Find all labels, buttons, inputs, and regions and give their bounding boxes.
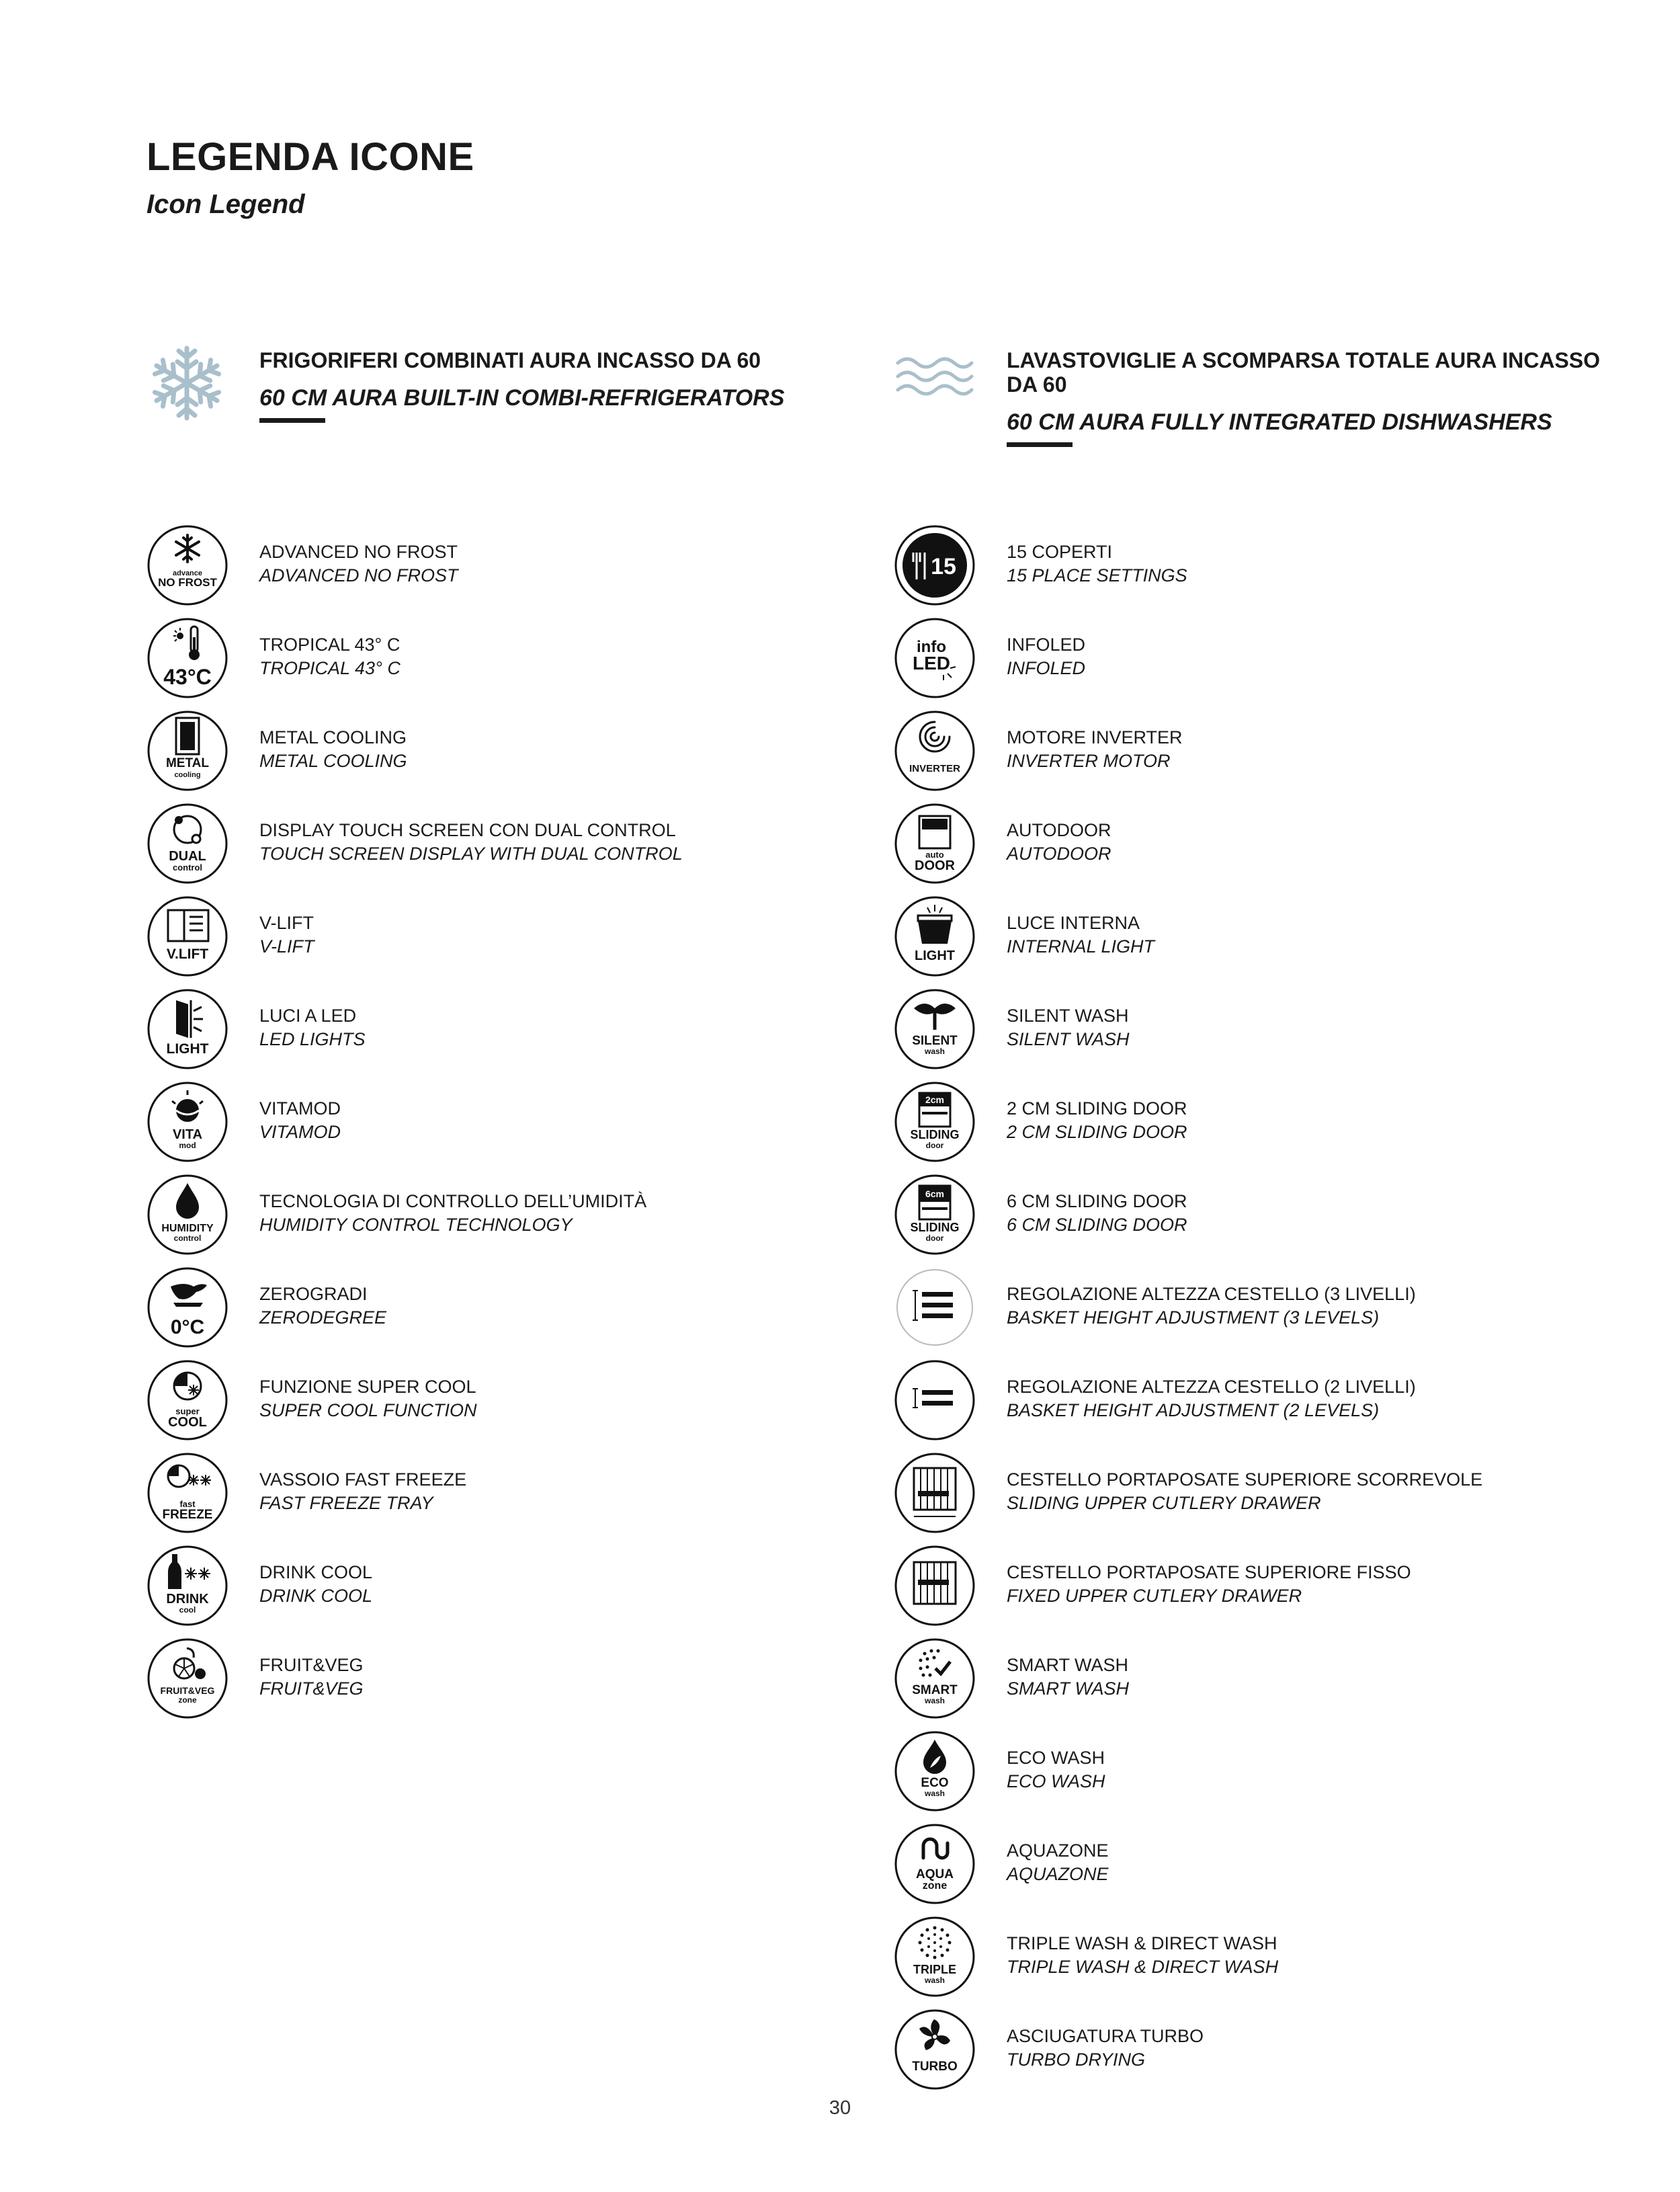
- item-label-en: AQUAZONE: [1007, 1864, 1109, 1884]
- svg-text:ECO: ECO: [921, 1776, 949, 1790]
- autodoor-icon: [894, 803, 976, 885]
- item-label-en: HUMIDITY CONTROL TECHNOLOGY: [259, 1215, 573, 1235]
- svg-text:LIGHT: LIGHT: [166, 1041, 209, 1057]
- waves-icon: [894, 343, 974, 423]
- svg-text:SILENT: SILENT: [912, 1034, 958, 1048]
- item-label-en: TROPICAL 43° C: [259, 658, 401, 678]
- svg-text:DUAL: DUAL: [169, 849, 206, 864]
- sliding-cutlery-drawer-icon: [894, 1452, 976, 1534]
- drink-bottle-icon: [146, 1545, 228, 1627]
- item-label-en: SILENT WASH: [1007, 1029, 1130, 1049]
- item-label-it: MOTORE INVERTER: [1007, 727, 1183, 747]
- section-title-en: 60 CM AURA BUILT-IN COMBI-REFRIGERATORS: [259, 385, 785, 411]
- snowflake-icon: [146, 343, 227, 423]
- item-label-it: FUNZIONE SUPER COOL: [259, 1377, 476, 1397]
- item-label-it: AQUAZONE: [1007, 1840, 1109, 1861]
- list-item: [146, 1359, 818, 1452]
- item-label-it: V-LIFT: [259, 913, 314, 933]
- item-label-en: ECO WASH: [1007, 1771, 1105, 1791]
- list-item: [894, 617, 1633, 710]
- water-drop-icon: [146, 1174, 228, 1256]
- section-header: [894, 343, 1633, 524]
- svg-text:info: info: [917, 638, 946, 656]
- item-label-it: REGOLAZIONE ALTEZZA CESTELLO (3 LIVELLI): [1007, 1284, 1416, 1304]
- item-label-en: ZERODEGREE: [259, 1307, 387, 1328]
- svg-text:control: control: [173, 1233, 202, 1243]
- eco-leaf-drop-icon: [894, 1730, 976, 1812]
- page-subtitle: Icon Legend: [146, 190, 305, 219]
- list-item: [146, 1452, 818, 1545]
- list-item: [146, 1174, 818, 1266]
- turbo-fan-icon: [894, 2008, 976, 2090]
- item-label-it: ADVANCED NO FROST: [259, 542, 458, 562]
- svg-text:cooling: cooling: [174, 771, 201, 779]
- list-item: [146, 1081, 818, 1174]
- svg-text:SLIDING: SLIDING: [910, 1128, 960, 1141]
- list-item: [894, 1916, 1633, 2008]
- svg-text:SMART: SMART: [912, 1683, 958, 1697]
- svg-text:DOOR: DOOR: [915, 858, 955, 873]
- section-title-en: 60 CM AURA FULLY INTEGRATED DISHWASHERS: [1007, 409, 1552, 435]
- advanced-no-frost-icon: [146, 524, 228, 606]
- item-label-en: V-LIFT: [259, 936, 314, 957]
- svg-text:TRIPLE: TRIPLE: [913, 1963, 957, 1976]
- basket-height-3-levels-icon: [894, 1266, 976, 1348]
- vitamod-icon: [146, 1081, 228, 1163]
- item-label-it: SMART WASH: [1007, 1655, 1129, 1675]
- left-section: [146, 343, 818, 1730]
- aquazone-icon: [894, 1823, 976, 1905]
- item-label-it: DISPLAY TOUCH SCREEN CON DUAL CONTROL: [259, 820, 676, 840]
- svg-text:NO FROST: NO FROST: [158, 576, 217, 589]
- item-label-en: 2 CM SLIDING DOOR: [1007, 1122, 1187, 1142]
- svg-text:LIGHT: LIGHT: [915, 948, 955, 963]
- svg-text:AQUA: AQUA: [916, 1867, 954, 1881]
- section-divider: [259, 418, 325, 423]
- svg-text:zone: zone: [922, 1880, 948, 1892]
- list-item: [894, 1452, 1633, 1545]
- svg-text:advance: advance: [172, 569, 203, 577]
- item-label-en: TRIPLE WASH & DIRECT WASH: [1007, 1957, 1279, 1977]
- list-item: [146, 524, 818, 617]
- basket-height-2-levels-icon: [894, 1359, 976, 1441]
- item-label-en: 15 PLACE SETTINGS: [1007, 565, 1187, 585]
- list-item: [894, 803, 1633, 895]
- list-item: [894, 1730, 1633, 1823]
- fruit-veg-icon: [146, 1637, 228, 1719]
- item-label-en: INVERTER MOTOR: [1007, 751, 1171, 771]
- page-number: 30: [829, 2097, 851, 2119]
- list-item: [894, 1266, 1633, 1359]
- place-settings-icon: [894, 524, 976, 606]
- section-title-it: LAVASTOVIGLIE A SCOMPARSA TOTALE AURA INCASSO DA 60: [1007, 348, 1600, 397]
- item-label-en: SMART WASH: [1007, 1678, 1130, 1699]
- list-item: [146, 1266, 818, 1359]
- item-label-it: LUCI A LED: [259, 1006, 357, 1026]
- item-label-it: TECNOLOGIA DI CONTROLLO DELL’UMIDITÀ: [259, 1191, 647, 1211]
- item-label-en: BASKET HEIGHT ADJUSTMENT (3 LEVELS): [1007, 1307, 1380, 1328]
- list-item: [146, 803, 818, 895]
- svg-text:mod: mod: [179, 1141, 196, 1150]
- item-label-it: VITAMOD: [259, 1098, 341, 1119]
- item-label-en: FIXED UPPER CUTLERY DRAWER: [1007, 1586, 1302, 1606]
- svg-text:super: super: [175, 1406, 200, 1416]
- item-label-it: CESTELLO PORTAPOSATE SUPERIORE FISSO: [1007, 1562, 1411, 1582]
- item-label-it: INFOLED: [1007, 635, 1086, 655]
- list-item: [894, 1823, 1633, 1916]
- item-label-en: VITAMOD: [259, 1122, 341, 1142]
- item-label-en: TURBO DRYING: [1007, 2049, 1146, 2070]
- svg-text:VITA: VITA: [172, 1127, 203, 1142]
- item-label-en: BASKET HEIGHT ADJUSTMENT (2 LEVELS): [1007, 1400, 1380, 1420]
- svg-text:V.LIFT: V.LIFT: [166, 946, 209, 962]
- item-label-en: LED LIGHTS: [259, 1029, 366, 1049]
- fast-freeze-icon: [146, 1452, 228, 1534]
- list-item: [894, 710, 1633, 803]
- list-item: [894, 1545, 1633, 1637]
- list-item: [894, 1174, 1633, 1266]
- item-label-it: TRIPLE WASH & DIRECT WASH: [1007, 1933, 1277, 1953]
- fixed-cutlery-drawer-icon: [894, 1545, 976, 1627]
- list-item: [146, 1545, 818, 1637]
- inverter-motor-icon: [894, 710, 976, 792]
- svg-text:SLIDING: SLIDING: [910, 1221, 960, 1234]
- list-item: [146, 1637, 818, 1730]
- svg-text:2cm: 2cm: [925, 1094, 945, 1105]
- list-item: [146, 895, 818, 988]
- svg-text:43°C: 43°C: [163, 665, 212, 689]
- svg-text:TURBO: TURBO: [912, 2060, 958, 2074]
- item-label-it: CESTELLO PORTAPOSATE SUPERIORE SCORREVOLE: [1007, 1469, 1483, 1490]
- item-label-it: AUTODOOR: [1007, 820, 1111, 840]
- svg-text:door: door: [925, 1141, 944, 1150]
- item-label-it: LUCE INTERNA: [1007, 913, 1140, 933]
- item-label-it: DRINK COOL: [259, 1562, 373, 1582]
- svg-text:door: door: [925, 1233, 944, 1243]
- svg-text:FRUIT&VEG: FRUIT&VEG: [160, 1685, 215, 1696]
- item-label-it: ECO WASH: [1007, 1748, 1105, 1768]
- door-light-icon: [146, 988, 228, 1070]
- svg-text:15: 15: [931, 554, 956, 579]
- item-label-en: INTERNAL LIGHT: [1007, 936, 1155, 957]
- svg-text:COOL: COOL: [168, 1415, 207, 1430]
- svg-text:wash: wash: [924, 1976, 946, 1985]
- infoled-icon: [894, 617, 976, 699]
- item-label-en: INFOLED: [1007, 658, 1086, 678]
- list-item: [894, 2008, 1633, 2101]
- sliding-door-2cm-icon: [894, 1081, 976, 1163]
- item-label-en: SUPER COOL FUNCTION: [259, 1400, 477, 1420]
- section-title-it: FRIGORIFERI COMBINATI AURA INCASSO DA 60: [259, 348, 761, 372]
- svg-text:HUMIDITY: HUMIDITY: [161, 1223, 214, 1234]
- svg-text:6cm: 6cm: [925, 1188, 945, 1199]
- item-label-it: VASSOIO FAST FREEZE: [259, 1469, 467, 1490]
- item-label-it: TROPICAL 43° C: [259, 635, 401, 655]
- svg-text:wash: wash: [924, 1789, 946, 1798]
- triple-wash-icon: [894, 1916, 976, 1998]
- item-label-it: SILENT WASH: [1007, 1006, 1129, 1026]
- item-label-it: ASCIUGATURA TURBO: [1007, 2026, 1204, 2046]
- svg-text:DRINK: DRINK: [166, 1592, 209, 1607]
- svg-text:LED: LED: [913, 653, 950, 674]
- item-label-en: AUTODOOR: [1007, 844, 1111, 864]
- sliding-door-6cm-icon: [894, 1174, 976, 1256]
- thermometer-icon: [146, 617, 228, 699]
- list-item: [146, 617, 818, 710]
- list-item: [894, 988, 1633, 1081]
- svg-text:wash: wash: [924, 1696, 946, 1705]
- svg-text:FREEZE: FREEZE: [162, 1508, 213, 1522]
- list-item: [894, 1081, 1633, 1174]
- list-item: [146, 988, 818, 1081]
- feature-list: [894, 524, 1633, 2101]
- item-label-it: METAL COOLING: [259, 727, 407, 747]
- dual-control-icon: [146, 803, 228, 885]
- item-label-en: SLIDING UPPER CUTLERY DRAWER: [1007, 1493, 1321, 1513]
- feature-list: [146, 524, 818, 1730]
- item-label-en: METAL COOLING: [259, 751, 407, 771]
- list-item: [894, 1637, 1633, 1730]
- svg-text:zone: zone: [178, 1695, 197, 1705]
- svg-text:0°C: 0°C: [170, 1316, 205, 1338]
- super-cool-icon: [146, 1359, 228, 1441]
- item-label-it: FRUIT&VEG: [259, 1655, 364, 1675]
- item-label-en: ADVANCED NO FROST: [259, 565, 458, 585]
- item-label-it: 2 CM SLIDING DOOR: [1007, 1098, 1187, 1119]
- item-label-en: 6 CM SLIDING DOOR: [1007, 1215, 1187, 1235]
- item-label-en: FRUIT&VEG: [259, 1678, 364, 1699]
- item-label-en: TOUCH SCREEN DISPLAY WITH DUAL CONTROL: [259, 844, 683, 864]
- svg-text:wash: wash: [924, 1047, 946, 1056]
- interior-light-icon: [894, 895, 976, 977]
- list-item: [894, 895, 1633, 988]
- item-label-it: 15 COPERTI: [1007, 542, 1113, 562]
- right-section: [894, 343, 1633, 2101]
- metal-panel-icon: [146, 710, 228, 792]
- svg-text:control: control: [172, 862, 203, 872]
- section-header: [146, 343, 818, 524]
- item-label-en: DRINK COOL: [259, 1586, 373, 1606]
- list-item: [894, 1359, 1633, 1452]
- v-lift-icon: [146, 895, 228, 977]
- item-label-it: ZEROGRADI: [259, 1284, 368, 1304]
- zero-degree-icon: [146, 1266, 228, 1348]
- svg-text:auto: auto: [925, 850, 944, 860]
- smart-wash-icon: [894, 1637, 976, 1719]
- item-label-it: 6 CM SLIDING DOOR: [1007, 1191, 1187, 1211]
- section-divider: [1007, 442, 1073, 447]
- svg-text:fast: fast: [179, 1499, 196, 1509]
- item-label-en: FAST FREEZE TRAY: [259, 1493, 433, 1513]
- list-item: [146, 710, 818, 803]
- silent-wash-icon: [894, 988, 976, 1070]
- item-label-it: REGOLAZIONE ALTEZZA CESTELLO (2 LIVELLI): [1007, 1377, 1416, 1397]
- svg-text:INVERTER: INVERTER: [909, 763, 960, 774]
- page-title: LEGENDA ICONE: [146, 135, 474, 179]
- list-item: [894, 524, 1633, 617]
- svg-text:METAL: METAL: [165, 756, 210, 770]
- svg-text:cool: cool: [179, 1605, 196, 1615]
